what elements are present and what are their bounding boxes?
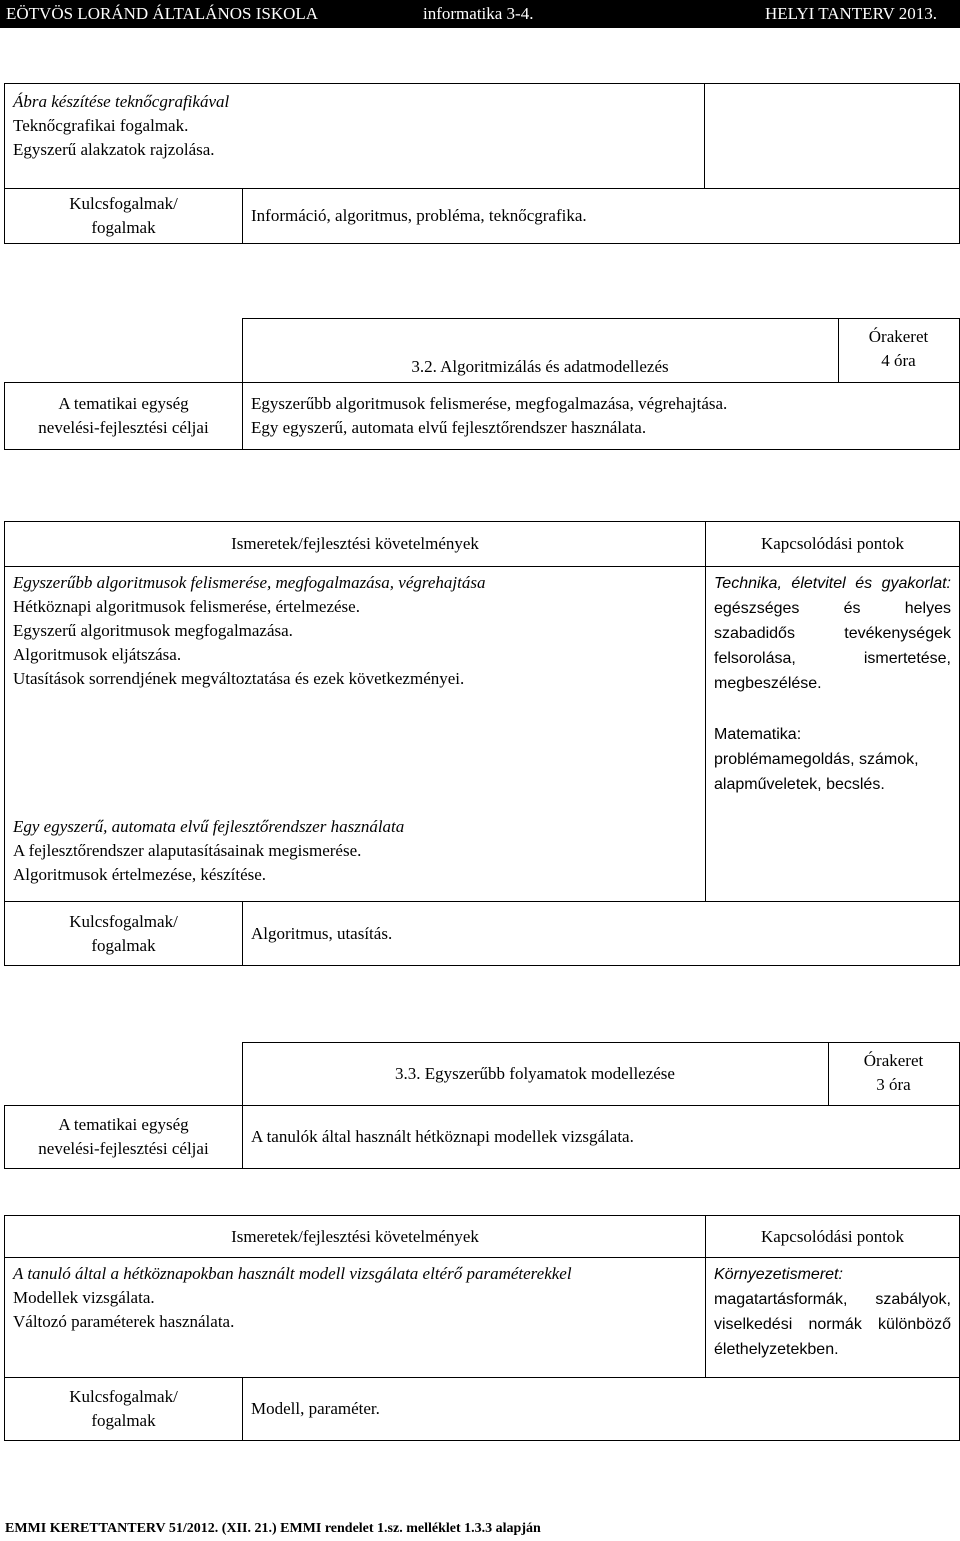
unit-32-blank xyxy=(4,319,242,383)
key-concepts-value: Algoritmus, utasítás. xyxy=(243,902,960,966)
unit-33-req-table xyxy=(4,1215,960,1441)
unit-32-hours: Órakeret 4 óra xyxy=(838,319,959,383)
unit-32-req-table xyxy=(4,521,960,966)
section-title: A tanuló által a hétköznapokban használt modell vizsgálata eltérő paraméterekkel xyxy=(13,1264,572,1283)
unit-33-blank xyxy=(4,1043,242,1106)
unit-32-req-header: Ismeretek/fejlesztési követelmények xyxy=(5,522,706,567)
unit-32-goal-text: Egyszerűbb algoritmusok felismerése, megfogalmazása, végrehajtása. Egy egyszerű, automata elvű fejlesztőrendszer használata. xyxy=(243,383,960,450)
top-block-table xyxy=(4,83,960,244)
key-concepts-value: Modell, paraméter. xyxy=(243,1378,960,1441)
unit-33-hours: Órakeret 3 óra xyxy=(828,1043,959,1106)
unit-32-goal-table xyxy=(4,382,960,450)
unit-33-goal-table xyxy=(4,1105,960,1169)
req-line: Egyszerű algoritmusok megfogalmazása. xyxy=(13,621,293,640)
unit-33-conn-header: Kapcsolódási pontok xyxy=(706,1216,960,1258)
key-concepts-label: Kulcsfogalmak/ fogalmak xyxy=(5,189,243,244)
unit-32-section1 xyxy=(5,567,706,809)
unit-33-header-table xyxy=(4,1042,960,1106)
req-line: Változó paraméterek használata. xyxy=(13,1312,235,1331)
connection-kornyezetismeret: Környezetismeret: magatartásformák, szabályok, viselkedési normák különböző élethelyzetekben. xyxy=(706,1258,960,1378)
key-concepts-label: Kulcsfogalmak/ fogalmak xyxy=(5,902,243,966)
unit-32-title: 3.2. Algoritmizálás és adatmodellezés xyxy=(242,319,838,383)
connection-technika: Technika, életvitel és gyakorlat: egészséges és helyes szabadidős tevékenységek felsorolása, ismertetése, megbeszélése. xyxy=(714,575,951,692)
key-concepts-label: Kulcsfogalmak/ fogalmak xyxy=(5,1378,243,1441)
unit-32-goal-label: A tematikai egység nevelési-fejlesztési céljai xyxy=(5,383,243,450)
unit-33-title: 3.3. Egyszerűbb folyamatok modellezése xyxy=(242,1043,828,1106)
unit-32-conn-header: Kapcsolódási pontok xyxy=(706,522,960,567)
unit-32-connections xyxy=(706,567,960,902)
req-line: Algoritmusok eljátszása. xyxy=(13,645,182,664)
unit-33-goal-label: A tematikai egység nevelési-fejlesztési céljai xyxy=(5,1106,243,1169)
header-plan: HELYI TANTERV 2013. xyxy=(765,4,938,23)
key-concepts-value: Információ, algoritmus, probléma, teknőcgrafika. xyxy=(243,189,960,244)
top-line: Egyszerű alakzatok rajzolása. xyxy=(13,140,215,159)
top-italic-title: Ábra készítése teknőcgrafikával xyxy=(13,92,230,111)
top-block-content xyxy=(5,84,705,189)
req-line: Hétköznapi algoritmusok felismerése, értelmezése. xyxy=(13,597,360,616)
connection-matematika: Matematika: problémamegoldás, számok, alapműveletek, becslés. xyxy=(714,726,919,793)
unit-33-goal-text: A tanulók által használt hétköznapi modellek vizsgálata. xyxy=(243,1106,960,1169)
page-header xyxy=(0,0,960,28)
unit-33-req-header: Ismeretek/fejlesztési követelmények xyxy=(5,1216,706,1258)
section-title: Egy egyszerű, automata elvű fejlesztőrendszer használata xyxy=(13,816,405,836)
page-footer: EMMI KERETTANTERV 51/2012. (XII. 21.) EMMI rendelet 1.sz. melléklet 1.3.3 alapján xyxy=(5,1521,541,1536)
req-line: A fejlesztőrendszer alaputasításainak megismerése. xyxy=(13,840,362,860)
header-school: EÖTVÖS LORÁND ÁLTALÁNOS ISKOLA xyxy=(6,4,319,23)
unit-32-header-table xyxy=(4,318,960,383)
unit-33-section xyxy=(5,1258,706,1378)
req-line: Algoritmusok értelmezése, készítése. xyxy=(13,864,267,884)
top-line: Teknőcgrafikai fogalmak. xyxy=(13,116,189,135)
top-block-side-cell xyxy=(705,84,960,189)
section-title: Egyszerűbb algoritmusok felismerése, megfogalmazása, végrehajtása xyxy=(13,573,486,592)
req-line: Modellek vizsgálata. xyxy=(13,1288,155,1307)
unit-32-section2 xyxy=(5,809,706,902)
req-line: Utasítások sorrendjének megváltoztatása és ezek következményei. xyxy=(13,669,465,688)
header-subject: informatika 3-4. xyxy=(423,4,534,23)
